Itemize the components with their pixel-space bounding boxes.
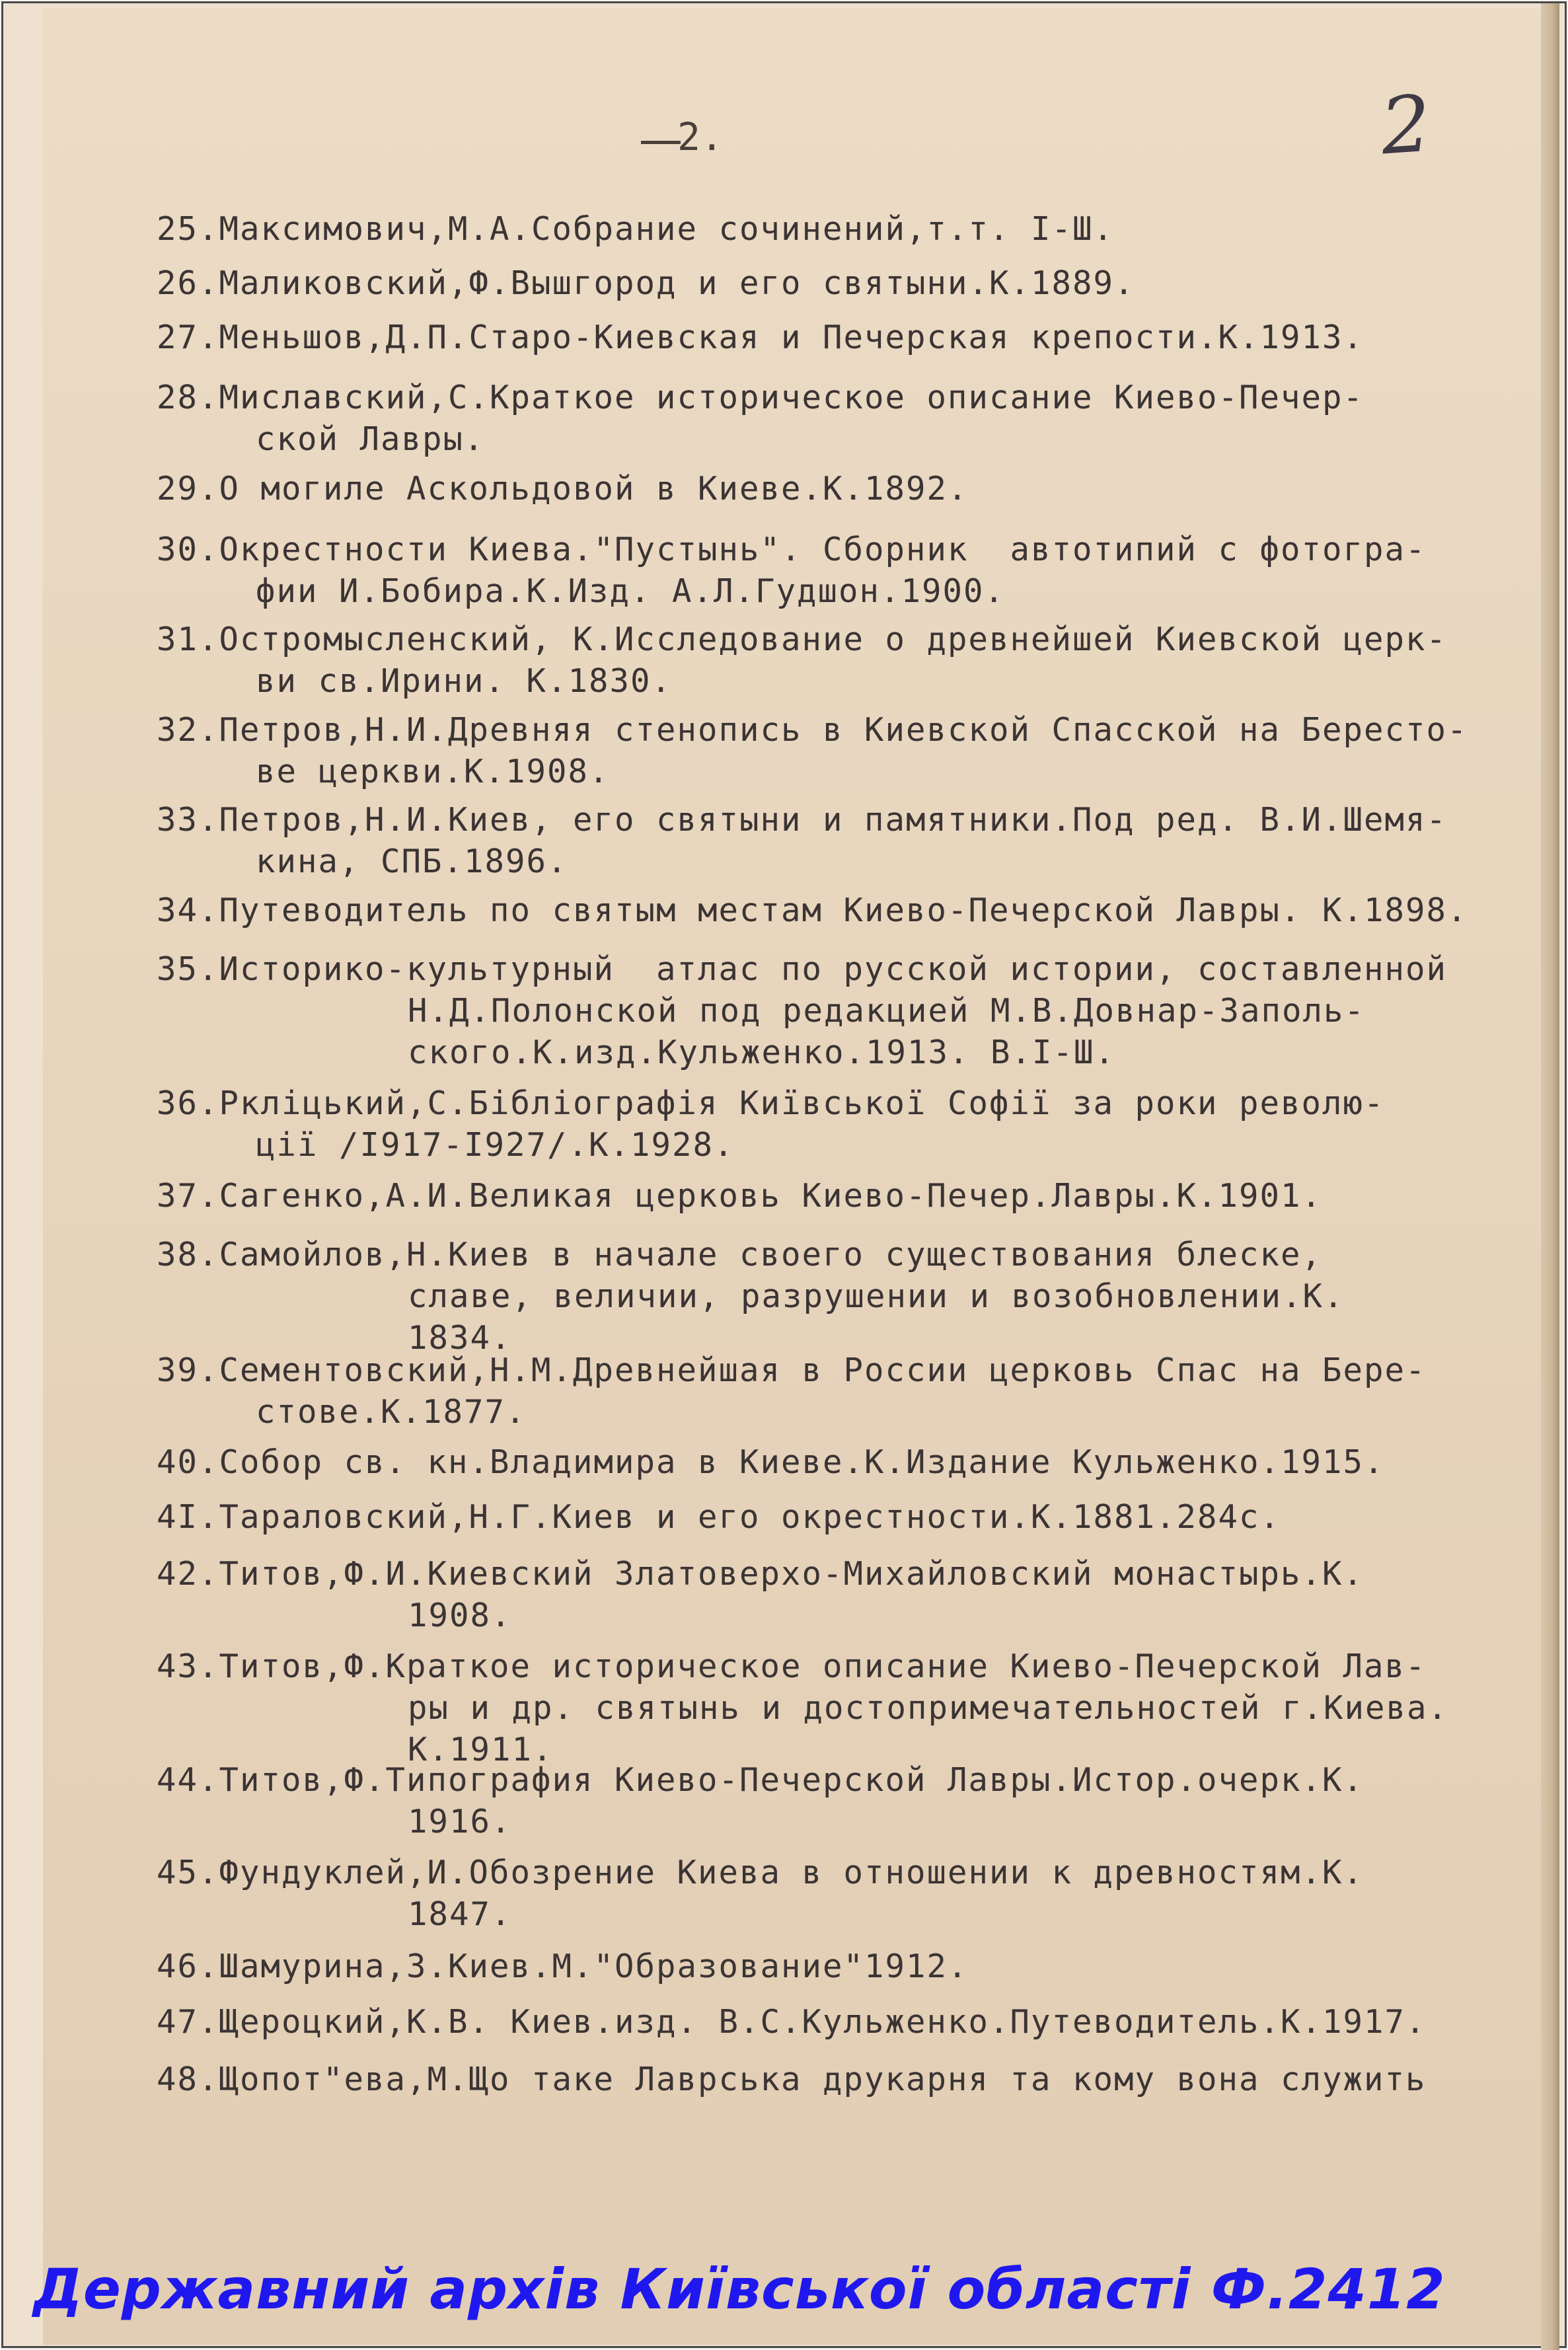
entry-line: 29.О могиле Аскольдовой в Киеве.К.1892. [157,470,969,508]
entry-line: 1908. [408,1597,512,1634]
list-item [157,619,1505,702]
list-item [157,709,1505,792]
archive-footer [0,2240,1568,2349]
entry-line: 26.Маликовский,Ф.Вышгород и его святыни.К.1889. [157,264,1135,302]
entry-line: кина, СПБ.1896. [256,843,568,880]
list-item [157,1082,1505,1166]
entry-line: 33.Петров,Н.И.Киев, его святыни и памятники.Под ред. В.И.Шемя- [157,801,1448,839]
header-dash [641,141,681,144]
list-item [157,2001,1505,2043]
entry-line: 35.Историко-культурный атлас по русской истории, составленной [157,950,1448,988]
entry-line: 1916. [408,1803,512,1840]
entry-line: К.1911. [408,1731,554,1768]
list-item [157,377,1505,460]
list-item [157,948,1505,1073]
list-item [157,1349,1505,1433]
paper-edge [1541,3,1559,2350]
list-item [157,468,1505,510]
entry-line: фии И.Бобира.К.Изд. А.Л.Гудшон.1900. [256,572,1006,610]
entry-line: 28.Миславский,С.Краткое историческое описание Киево-Печер- [157,379,1364,416]
entry-line: 4I.Тараловский,Н.Г.Киев и его окрестности.К.1881.284с. [157,1498,1281,1536]
archive-label: Державний архів Київської області Ф.2412 [33,2257,1446,2322]
entry-line: 44.Титов,Ф.Типография Киево-Печерской Лавры.Истор.очерк.К. [157,1761,1364,1799]
entry-line: цiї /I917-I927/.К.1928. [256,1126,735,1164]
entry-line: 47.Щероцкий,К.В. Киев.изд. В.С.Кульженко.Путеводитель.К.1917. [157,2003,1427,2041]
entry-line: стове.К.1877. [256,1393,527,1431]
entry-line: 45.Фундуклей,И.Обозрение Киева в отношении к древностям.К. [157,1854,1364,1891]
list-item [157,1553,1505,1636]
list-item [157,1946,1505,1987]
entry-line: 37.Сагенко,А.И.Великая церковь Киево-Печер.Лавры.К.1901. [157,1177,1323,1215]
entry-line: 27.Меньшов,Д.П.Старо-Киевская и Печерская крепости.К.1913. [157,319,1364,356]
list-item [157,529,1505,612]
list-item [157,2059,1505,2100]
entry-line: 30.Окрестности Киева."Пустынь". Сборник автотипий с фотогра- [157,531,1427,568]
entry-line: Н.Д.Полонской под редакцией М.В.Довнар-Заполь- [408,992,1366,1030]
list-item [157,262,1505,304]
entry-line: 39.Сементовский,Н.М.Древнейшая в России церковь Спас на Бере- [157,1351,1427,1389]
entry-line: ского.К.изд.Кульженко.1913. В.I-Ш. [408,1034,1116,1071]
entry-line: 25.Максимович,М.А.Собрание сочинений,т.т. I-Ш. [157,210,1115,248]
list-item [157,1441,1505,1483]
entry-line: ры и др. святынь и достопримечательностей г.Киева. [408,1689,1449,1727]
list-item [157,1759,1505,1842]
handwritten-page-number: 2 [1378,77,1434,172]
entry-line: 38.Самойлов,Н.Киев в начале своего существования блеске, [157,1236,1323,1273]
list-item [157,317,1505,358]
entry-line: 1847. [408,1895,512,1933]
entry-line: славе, величии, разрушении и возобновлении.К. [408,1277,1345,1315]
entry-line: 36.Рклiцький,С.Бiблiографiя Київської Софiї за роки револю- [157,1084,1385,1122]
entry-line: ви св.Ирини. К.1830. [256,662,673,700]
entry-line: 32.Петров,Н.И.Древняя стенопись в Киевской Спасской на Бересто- [157,711,1468,749]
list-item [157,1852,1505,1935]
list-item [157,890,1505,931]
list-item [157,208,1505,250]
list-item [157,799,1505,882]
entry-line: ве церкви.К.1908. [256,753,610,790]
entry-line: 40.Собор св. кн.Владимира в Киеве.К.Издание Кульженко.1915. [157,1443,1385,1481]
list-item [157,1496,1505,1538]
entry-line: 34.Путеводитель по святым местам Киево-Печерской Лавры. К.1898. [157,891,1468,929]
list-item [157,1234,1505,1359]
entry-line: 43.Титов,Ф.Краткое историческое описание Киево-Печерской Лав- [157,1648,1427,1685]
entry-line: 42.Титов,Ф.И.Киевский Златоверхо-Михайловский монастырь.К. [157,1555,1364,1593]
page-number: 2. [677,114,724,159]
entry-line: 46.Шамурина,З.Киев.М."Образование"1912. [157,1948,969,1985]
entry-line: 1834. [408,1319,512,1357]
entry-line: 31.Остромысленский, К.Исследование о древнейшей Киевской церк- [157,621,1448,658]
scanned-page [1,1,1567,2348]
list-item [157,1175,1505,1217]
entry-line: 48.Щопот"ева,М.Що таке Лаврська друкарня та кому вона служить [157,2061,1427,2098]
list-item [157,1646,1505,1770]
entry-line: ской Лавры. [256,420,485,458]
